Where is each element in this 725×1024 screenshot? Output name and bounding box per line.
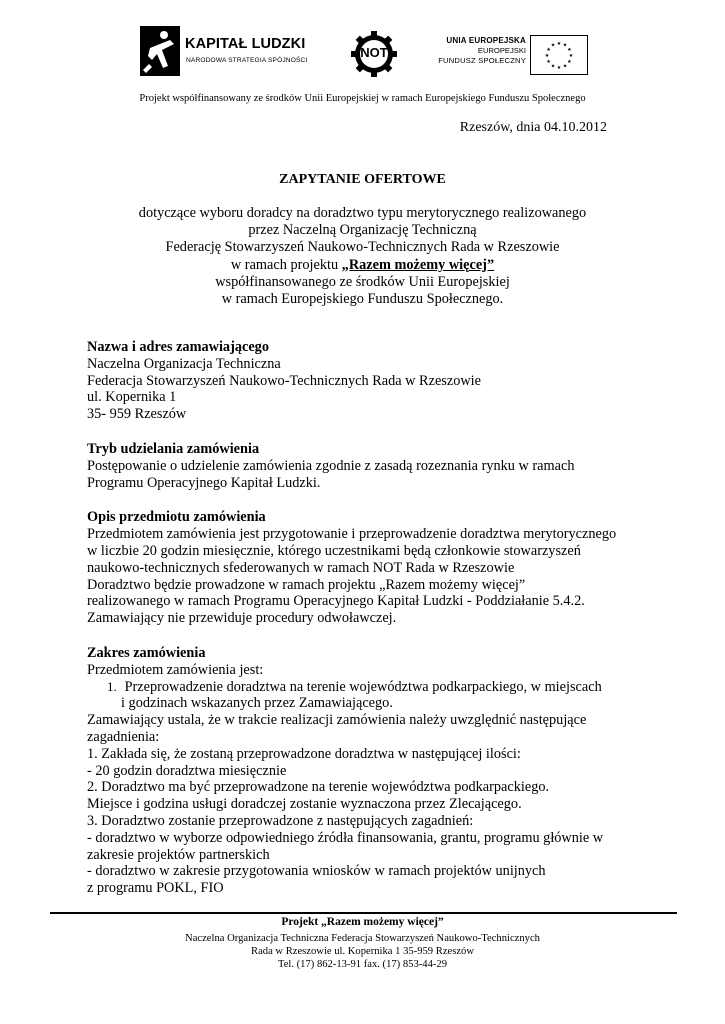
section-line: - 20 godzin doradztwa miesięcznie bbox=[87, 762, 287, 779]
eu-logo-line3: FUNDUSZ SPOŁECZNY bbox=[438, 56, 526, 65]
eu-logo-line1: UNIA EUROPEJSKA bbox=[446, 36, 526, 45]
section-zakres bbox=[87, 645, 647, 897]
footer-line: Naczelna Organizacja Techniczna Federacja Stowarzyszeń Naukowo-Technicznych bbox=[185, 933, 540, 944]
section-line: naukowo-technicznych sfederowanych w ramach NOT Rada w Rzeszowie bbox=[87, 559, 515, 576]
svg-text:★: ★ bbox=[556, 41, 562, 47]
section-line: Programu Operacyjnego Kapitał Ludzki. bbox=[87, 474, 321, 491]
cofinancing-note: Projekt współfinansowany ze środków Unii Europejskiej w ramach Europejskiego Funduszu Społecznego bbox=[139, 93, 586, 104]
spacer bbox=[87, 491, 647, 509]
svg-text:★: ★ bbox=[567, 47, 572, 53]
spacer bbox=[87, 627, 647, 645]
section-line: - doradztwo w zakresie przygotowania wniosków w ramach projektów unijnych bbox=[87, 863, 546, 880]
section-opis bbox=[87, 509, 647, 627]
intro-project-prefix: w ramach projektu bbox=[230, 256, 342, 273]
section-line: Zamawiający nie przewiduje procedury odwoławczej. bbox=[87, 610, 397, 627]
footer-line: Tel. (17) 862-13-91 fax. (17) 853-44-29 bbox=[277, 959, 447, 970]
eu-logo-text bbox=[438, 36, 526, 66]
svg-text:★: ★ bbox=[562, 42, 568, 49]
section-line: Przedmiotem zamówienia jest przygotowanie i przeprowadzenie doradztwa merytorycznego bbox=[87, 526, 617, 543]
svg-text:★: ★ bbox=[562, 63, 568, 70]
svg-text:★: ★ bbox=[567, 59, 572, 65]
kapital-ludzki-subtitle: NARODOWA STRATEGIA SPÓJNOŚCI bbox=[186, 57, 308, 64]
section-heading: Opis przedmiotu zamówienia bbox=[87, 509, 266, 526]
section-line: Postępowanie o udzielenie zamówienia zgodnie z zasadą rozeznania rynku w ramach bbox=[87, 457, 575, 474]
section-heading: Zakres zamówienia bbox=[87, 644, 206, 661]
section-line: - doradztwo w wyborze odpowiedniego źródła finansowania, grantu, programu głównie w bbox=[87, 829, 604, 846]
document-body bbox=[87, 339, 647, 897]
svg-text:★: ★ bbox=[546, 59, 551, 65]
intro-line: Federację Stowarzyszeń Naukowo-Technicznych Rada w Rzeszowie bbox=[165, 239, 560, 256]
section-line: 35- 959 Rzeszów bbox=[87, 406, 187, 423]
document-title: ZAPYTANIE OFERTOWE bbox=[279, 172, 446, 187]
section-line: zagadnienia: bbox=[87, 728, 160, 745]
svg-text:★: ★ bbox=[544, 53, 550, 59]
footer bbox=[0, 916, 725, 971]
item-number: 1. bbox=[107, 678, 117, 694]
intro-line: przez Naczelną Organizację Techniczną bbox=[248, 222, 477, 239]
item-text: Przeprowadzenie doradztwa na terenie województwa podkarpackiego, w miejscach bbox=[124, 678, 602, 695]
section-line: Doradztwo będzie prowadzone w ramach projektu „Razem możemy więcej” bbox=[87, 576, 526, 593]
intro-line: współfinansowanego ze środków Unii Europejskiej bbox=[215, 273, 510, 290]
section-tryb bbox=[87, 441, 647, 491]
section-heading: Tryb udzielania zamówienia bbox=[87, 440, 260, 457]
footer-line: Rada w Rzeszowie ul. Kopernika 1 35-959 Rzeszów bbox=[251, 946, 474, 957]
eu-flag-icon bbox=[530, 35, 588, 75]
svg-text:★: ★ bbox=[546, 47, 551, 53]
document-date: Rzeszów, dnia 04.10.2012 bbox=[459, 120, 607, 135]
footer-title: Projekt „Razem możemy więcej” bbox=[281, 916, 444, 928]
svg-text:★: ★ bbox=[550, 63, 556, 70]
eu-logo-line2: EUROPEJSKI bbox=[477, 46, 526, 55]
section-line: ul. Kopernika 1 bbox=[87, 389, 177, 406]
section-line: 2. Doradztwo ma być przeprowadzone na terenie województwa podkarpackiego. bbox=[87, 779, 550, 796]
section-line: 1. Zakłada się, że zostaną przeprowadzone doradztwa w następującej ilości: bbox=[87, 745, 521, 762]
numbered-item bbox=[87, 679, 647, 696]
section-line: Przedmiotem zamówienia jest: bbox=[87, 661, 264, 678]
eu-logo bbox=[438, 35, 588, 80]
intro-block bbox=[0, 205, 725, 308]
section-zamawiajacy bbox=[87, 339, 647, 423]
kapital-ludzki-title: KAPITAŁ LUDZKI bbox=[185, 36, 306, 52]
kapital-ludzki-logo bbox=[140, 26, 320, 78]
section-heading: Nazwa i adres zamawiającego bbox=[87, 339, 269, 355]
section-line: Naczelna Organizacja Techniczna bbox=[87, 355, 281, 372]
svg-text:★: ★ bbox=[550, 42, 556, 49]
svg-text:★: ★ bbox=[556, 65, 562, 71]
section-line: zakresie projektów partnerskich bbox=[87, 846, 270, 863]
intro-line-project bbox=[0, 257, 725, 274]
section-line: w liczbie 20 godzin miesięcznie, którego uczestnikami będą członkowie stowarzyszeń bbox=[87, 542, 581, 559]
svg-text:★: ★ bbox=[568, 53, 574, 59]
section-line: z programu POKL, FIO bbox=[87, 880, 224, 897]
intro-line: w ramach Europejskiego Funduszu Społecznego. bbox=[221, 291, 504, 308]
kapital-ludzki-emblem-icon bbox=[140, 26, 180, 76]
not-logo bbox=[350, 30, 398, 78]
footer-divider bbox=[50, 912, 677, 914]
not-logo-text: NOT bbox=[360, 45, 388, 60]
spacer bbox=[87, 423, 647, 441]
section-line: Federacja Stowarzyszeń Naukowo-Technicznych Rada w Rzeszowie bbox=[87, 372, 481, 389]
item-continuation: i godzinach wskazanych przez Zamawiającego. bbox=[121, 695, 393, 712]
section-line: 3. Doradztwo zostanie przeprowadzone z następujących zagadnień: bbox=[87, 812, 474, 829]
intro-line: dotyczące wyboru doradcy na doradztwo typu merytorycznego realizowanego bbox=[138, 205, 587, 221]
section-line: Zamawiający ustala, że w trakcie realizacji zamówienia należy uwzględnić następujące bbox=[87, 712, 587, 729]
section-line: Miejsce i godzina usługi doradczej zostanie wyznaczona przez Zlecającego. bbox=[87, 796, 522, 813]
section-line: realizowanego w ramach Programu Operacyjnego Kapitał Ludzki - Poddziałanie 5.4.2. bbox=[87, 593, 585, 610]
project-name: „Razem możemy więcej” bbox=[341, 256, 495, 273]
